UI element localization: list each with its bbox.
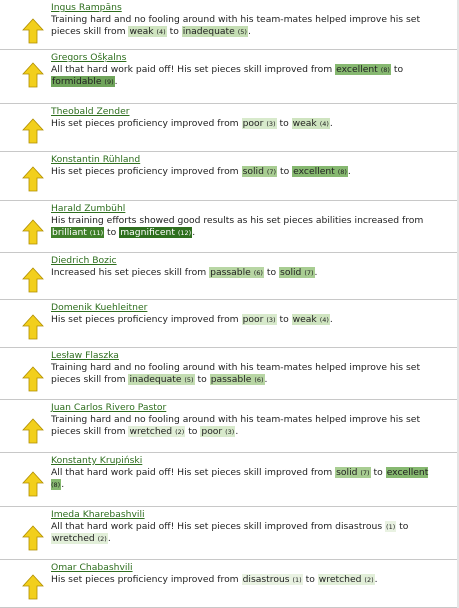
skill-level-to [119,227,192,238]
skill-level-to [292,166,348,177]
message-text: . [107,533,111,544]
player-name-link[interactable]: Domenik Kuehleitner [51,302,148,313]
skill-word: solid [242,166,267,177]
feed-entry [0,348,459,400]
skill-level-to [292,314,330,325]
skill-word: wretched [129,426,176,437]
message-text: Training hard and no fooling around with his team-mates helped improve his set pieces skill from [51,362,421,385]
up-arrow-icon [22,418,44,444]
player-name-link[interactable]: Diedrich Bozic [51,255,117,266]
message-text: . [329,314,333,325]
feed-entry [0,453,459,507]
message-text: His set pieces proficiency improved from [51,574,242,585]
feed-entry [0,50,459,104]
skill-level-number: (7) [360,469,370,477]
skill-level-number: (8) [380,66,390,74]
skill-change-message [51,314,443,326]
message-text: Training hard and no fooling around with his team-mates helped improve his set pieces skill from [51,14,421,37]
skill-level-from [128,374,194,385]
skill-level-number: (4) [319,120,329,128]
message-text: . [314,267,318,278]
skill-word: wretched [52,533,98,544]
skill-level-from [128,426,185,437]
skill-level-to [200,426,235,437]
skill-level-number: (7) [304,269,314,277]
skill-level-from [51,227,104,238]
up-arrow-icon [22,219,44,245]
skill-level-number: (1) [386,523,396,531]
skill-word: weak [292,314,320,325]
skill-level-number: (3) [225,428,235,436]
skill-level-number: (5) [184,376,194,384]
skill-level-to [210,374,265,385]
message-text: . [192,227,196,238]
skill-word: inadequate [129,374,185,385]
skill-word: poor [242,118,267,129]
skill-change-message [51,166,443,178]
skill-level-to [182,26,248,37]
message-text: His set pieces proficiency improved from [51,118,242,129]
message-text: Training hard and no fooling around with his team-mates helped improve his set pieces skill from [51,414,421,437]
skill-level-from [242,574,303,585]
feed-entry [0,201,459,253]
skill-level-number: (7) [266,168,277,176]
skill-level-number: (6) [254,376,264,384]
up-arrow-icon [22,525,44,551]
feed-entry [0,300,459,348]
skill-change-message [51,14,443,38]
player-name-link[interactable]: Theobald Zender [51,106,130,117]
message-text: Increased his set pieces skill from [51,267,210,278]
skill-level-number: (4) [319,316,329,324]
skill-level-number: (3) [266,316,276,324]
message-text: . [347,166,351,177]
skill-level-number: (4) [156,28,166,36]
feed-entry [0,152,459,201]
message-text: All that hard work paid off! His set pieces skill improved from disastrous [51,521,386,532]
player-name-link[interactable]: Imeda Kharebashvili [51,509,145,520]
skill-word: formidable [52,76,105,87]
message-text: His training efforts showed good results as his set pieces abilities increased from [51,215,424,226]
message-text: to [302,574,318,585]
player-name-link[interactable]: Konstanty Krupiński [51,455,143,466]
skill-level-number: (2) [364,576,374,584]
skill-level-from [242,314,277,325]
player-name-link[interactable]: Harald Zumbühl [51,203,126,214]
message-text: . [61,479,65,490]
skill-level-number: (11) [89,229,104,237]
skill-change-message [51,215,443,239]
skill-word: excellent [293,166,338,177]
skill-level-from [242,118,277,129]
skill-level-number: (8) [51,481,61,489]
skill-level-number: (8) [337,168,347,176]
skill-level-from [209,267,264,278]
skill-level-from [242,166,277,177]
up-arrow-icon [22,366,44,392]
skill-level-to [292,118,330,129]
skill-word: magnificent [120,227,178,238]
skill-level-to [51,76,115,87]
skill-level-number: (9) [104,78,114,86]
feed-entry [0,560,459,608]
message-text: His set pieces proficiency improved from [51,314,242,325]
player-name-link[interactable]: Ingus Rampāns [51,2,122,13]
message-text: All that hard work paid off! His set pieces skill improved from [51,467,336,478]
skill-word: weak [292,118,320,129]
message-text: His set pieces proficiency improved from [51,166,242,177]
message-text: . [247,26,251,37]
skill-word: passable [210,374,255,385]
message-text: to [396,521,409,532]
skill-change-message [51,414,443,438]
up-arrow-icon [22,471,44,497]
up-arrow-icon [22,18,44,44]
message-text: to [166,26,182,37]
player-name-link[interactable]: Omar Chabashvili [51,562,133,573]
message-text: to [277,166,293,177]
skill-change-message [51,521,443,545]
skill-word: poor [201,426,226,437]
skill-level-to [51,533,108,544]
skill-level-from [335,467,370,478]
up-arrow-icon [22,267,44,293]
player-name-link[interactable]: Lesław Flaszka [51,350,119,361]
skill-change-message [51,362,443,386]
skill-level-from [335,64,391,75]
skill-level-number: (2) [97,535,107,543]
message-text: to [370,467,386,478]
skill-word: passable [210,267,254,278]
message-text: . [374,574,378,585]
skill-change-message [51,467,443,491]
feed-entry [0,104,459,152]
skill-level-to [318,574,375,585]
up-arrow-icon [22,574,44,600]
skill-word: excellent [336,64,381,75]
skill-word: solid [336,467,361,478]
feed-entry [0,253,459,300]
feed-entry [0,400,459,453]
skill-word: weak [129,26,157,37]
message-text: . [235,426,239,437]
skill-word: solid [280,267,305,278]
skill-level-number: (2) [175,428,185,436]
message-text: to [276,118,292,129]
skill-change-message [51,118,443,130]
message-text: . [114,76,118,87]
up-arrow-icon [22,166,44,192]
message-text: to [263,267,280,278]
skill-level-number: (1) [292,576,302,584]
message-text: . [329,118,333,129]
player-name-link[interactable]: Konstantin Rühland [51,154,141,165]
skill-change-message [51,64,443,88]
message-text: to [185,426,201,437]
skill-word: disastrous [242,574,293,585]
up-arrow-icon [22,62,44,88]
skill-level-number: (6) [253,269,263,277]
message-text: to [276,314,292,325]
up-arrow-icon [22,118,44,144]
message-text: . [264,374,268,385]
up-arrow-icon [22,314,44,340]
feed-entry [0,0,459,50]
skill-word: wretched [318,574,365,585]
skill-word: inadequate [182,26,238,37]
skill-level-from [128,26,166,37]
skill-level-to [279,267,314,278]
feed-entry [0,507,459,560]
message-text: All that hard work paid off! His set pieces skill improved from [51,64,336,75]
message-text: to [104,227,120,238]
skill-level-from [385,521,396,532]
skill-word: excellent [386,467,429,478]
skill-word: brilliant [52,227,90,238]
skill-level-number: (3) [266,120,276,128]
player-name-link[interactable]: Juan Carlos Rivero Pastor [51,402,167,413]
skill-level-number: (12) [177,229,192,237]
skill-change-message [51,267,443,279]
skill-change-message [51,574,443,586]
message-text: to [390,64,404,75]
skill-word: poor [242,314,267,325]
skill-level-number: (5) [237,28,247,36]
message-text: to [194,374,210,385]
player-name-link[interactable]: Gregors Ošķalns [51,52,127,63]
